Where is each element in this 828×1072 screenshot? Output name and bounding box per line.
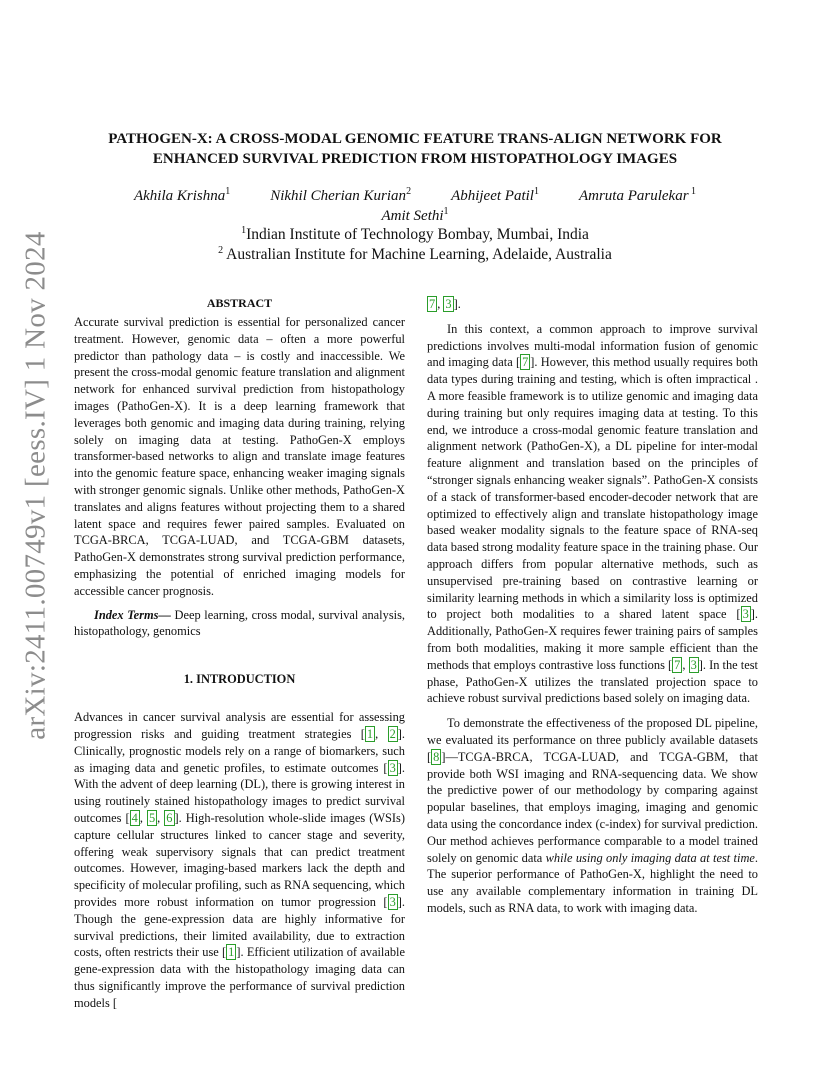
citation-link[interactable]: 3: [742, 607, 749, 622]
citation-link[interactable]: 3: [389, 894, 396, 909]
citation-link[interactable]: 3: [445, 297, 452, 311]
citation-link[interactable]: 8: [433, 749, 440, 764]
paper-title: [60, 129, 770, 169]
affiliation: [60, 245, 770, 265]
citation-link[interactable]: 7: [429, 297, 436, 311]
author-name: Amit Sethi: [381, 208, 444, 224]
author-line-1: [60, 186, 770, 206]
citation-link[interactable]: 1: [366, 726, 374, 741]
citation-link[interactable]: 6: [166, 810, 173, 825]
author-affil-mark: 1: [225, 186, 231, 197]
citation-link[interactable]: 2: [389, 726, 396, 741]
title-line-1: PATHOGEN-X: A CROSS-MODAL GENOMIC FEATURE TRANS-ALIGN NETWORK FOR: [108, 131, 722, 147]
intro-paragraph-1: Advances in cancer survival analysis are essential for assessing progression risks and guiding treatment strategies [ 1 , 2 ]. Clinically, prognostic models rely on a range of biomarkers, such as imaging data and genetic profiles, to estimate outcomes [ 3 ]. With the advent of deep learning (DL), there is growing interest in using routinely stained histopathology images to predict survival outcomes [ 4 , 5 , 6 ]. High-resolution whole-slide images (WSIs) capture cellular structures linked to cancer stage and severity, offering weak supervisory signals that can predict treatment outcomes. However, imaging-based markers lack the depth and specificity of molecular profiling, such as RNA sequencing, which provides more robust information on tumor progression [ 3 ]. Though the gene-expression data are highly informative for survival predictions, their limited availability, due to extraction costs, often restricts their use [ 1 ]. Efficient utilization of available gene-expression data with the histopathology imaging data can thus significantly improve the performance of survival prediction models [: [74, 710, 405, 1010]
affiliation: [60, 225, 770, 245]
author: [134, 186, 230, 206]
author: [579, 186, 696, 206]
intro-paragraph-2: In this context, a common approach to improve survival predictions involves multi-modal information fusion of genomic and imaging data [ 7 ]. However, this method usually requires both data types during training and testing, which is often impractical . A more feasible framework is to utilize genomic and imaging data during training but only requires imaging data at testing. To this end, we introduce a cross-modal genomic feature translation and alignment network (PathoGen-X), a DL pipeline for inter-modal feature alignment and translation based on the principles of “stronger signals enhancing weaker signals”. PathoGen-X consists of a stack of transformer-based encoder-decoder network that are optimized to effectively align and translate histopathology image based weaker modality signals to the feature space of RNA-seq data based strong modality feature space in the training phase. Our approach differs from popular alternative methods, such as unsupervised pre-training based on contrastive learning or similarity learning methods in which a similarity loss is optimized to project both modalities to a shared latent space [ 3 ]. Additionally, PathoGen-X requires fewer training pairs of samples from both modalities, making it more sample efficient than the methods that employs contrastive loss functions [ 7 , 3 ]. In the test phase, PathoGen-X utilizes the translated projection space to achieve robust survival predictions based solely on imaging data.: [427, 321, 758, 706]
right-column: [427, 296, 758, 917]
citation-link[interactable]: 3: [389, 760, 396, 775]
introduction-heading: 1. INTRODUCTION: [183, 672, 296, 687]
author: [270, 186, 411, 206]
affiliation-text: Australian Institute for Machine Learning, Adelaide, Australia: [223, 246, 612, 263]
index-terms: [74, 607, 405, 641]
author-affil-mark: 1: [688, 186, 697, 197]
citation-link[interactable]: 7: [674, 657, 681, 672]
author-affil-mark: 1: [443, 206, 449, 217]
author-affil-mark: 2: [406, 186, 412, 197]
citation-link[interactable]: 7: [522, 355, 529, 370]
author: [381, 206, 448, 226]
author-name: Akhila Krishna: [133, 188, 226, 204]
affiliations: [60, 225, 770, 265]
abstract-text: Accurate survival prediction is essential for personalized cancer treatment. However, genomic data – often a more powerful predictor than pathology data – is costly and inaccessible. We present the cross-modal genomic feature translation and alignment network for enhanced survival prediction from histopathology images (PathoGen-X). It is a deep learning framework that leverages both genomic and imaging data during training, relying solely on imaging data at testing. PathoGen-X employs transformer-based networks to align and translate image features into the genomic feature space, enhancing weaker imaging signals with stronger genomic signals. Unlike other methods, PathoGen-X translates and aligns features without projecting them to a shared latent space and requires fewer paired samples. Evaluated on TCGA-BRCA, TCGA-LUAD, and TCGA-GBM datasets, PathoGen-X demonstrates strong survival prediction performance, emphasizing the potential of enriched imaging models for accessible cancer prognosis.: [74, 315, 405, 598]
citation-link[interactable]: 5: [148, 810, 156, 825]
index-terms-text: Deep learning, cross modal, survival analysis, histopathology, genomics: [74, 607, 406, 639]
title-line-2: ENHANCED SURVIVAL PREDICTION FROM HISTOPATHOLOGY IMAGES: [152, 151, 678, 167]
left-column: [74, 296, 405, 1011]
citation-link[interactable]: 4: [131, 810, 138, 825]
index-terms-label: Index Terms—: [94, 607, 171, 622]
author-affil-mark: 1: [533, 186, 539, 197]
author: [451, 186, 539, 206]
author-name: Abhijeet Patil: [451, 188, 534, 204]
emphasized-text: while using only imaging data at test time: [545, 850, 755, 865]
abstract-heading: ABSTRACT: [206, 296, 273, 310]
arxiv-identifier: [10, 230, 62, 740]
arxiv-identifier-text: arXiv:2411.00749v1 [eess.IV] 1 Nov 2024: [19, 230, 52, 740]
affiliation-mark: 2: [218, 245, 224, 256]
affiliation-mark: 1: [241, 225, 247, 236]
author-name: Nikhil Cherian Kurian: [270, 188, 407, 204]
citation-link[interactable]: 1: [228, 945, 235, 960]
citation-link[interactable]: 3: [690, 657, 697, 672]
author-name: Amruta Parulekar: [578, 188, 689, 204]
intro-paragraph-1-end: 7 , 3 ].: [429, 297, 461, 311]
author-list: [60, 186, 770, 226]
author-line-2: [60, 206, 770, 226]
intro-paragraph-3: To demonstrate the effectiveness of the proposed DL pipeline, we evaluated its performance on three publicly available datasets [ 8 ]—TCGA-BRCA, TCGA-LUAD, and TCGA-GBM, that provide both WSI imaging and RNA-sequencing data. We show the predictive power of our methodology by comparing against popular baselines, that employs imaging, imaging and genomic data using the concordance index (c-index) for survival prediction. Our method achieves performance comparable to a model trained solely on genomic data while using only imaging data at test time. The superior performance of PathoGen-X, highlight the need to use any available complementary information in training DL models, such as RNA data, to work with imaging data.: [427, 716, 758, 915]
intro-p1-continued: ]. Efficient utilization of available gene-expression data with the histopathology imaging data can thus significantly improve the performance of survival prediction models [: [74, 945, 405, 1010]
affiliation-text: Indian Institute of Technology Bombay, Mumbai, India: [246, 226, 589, 243]
